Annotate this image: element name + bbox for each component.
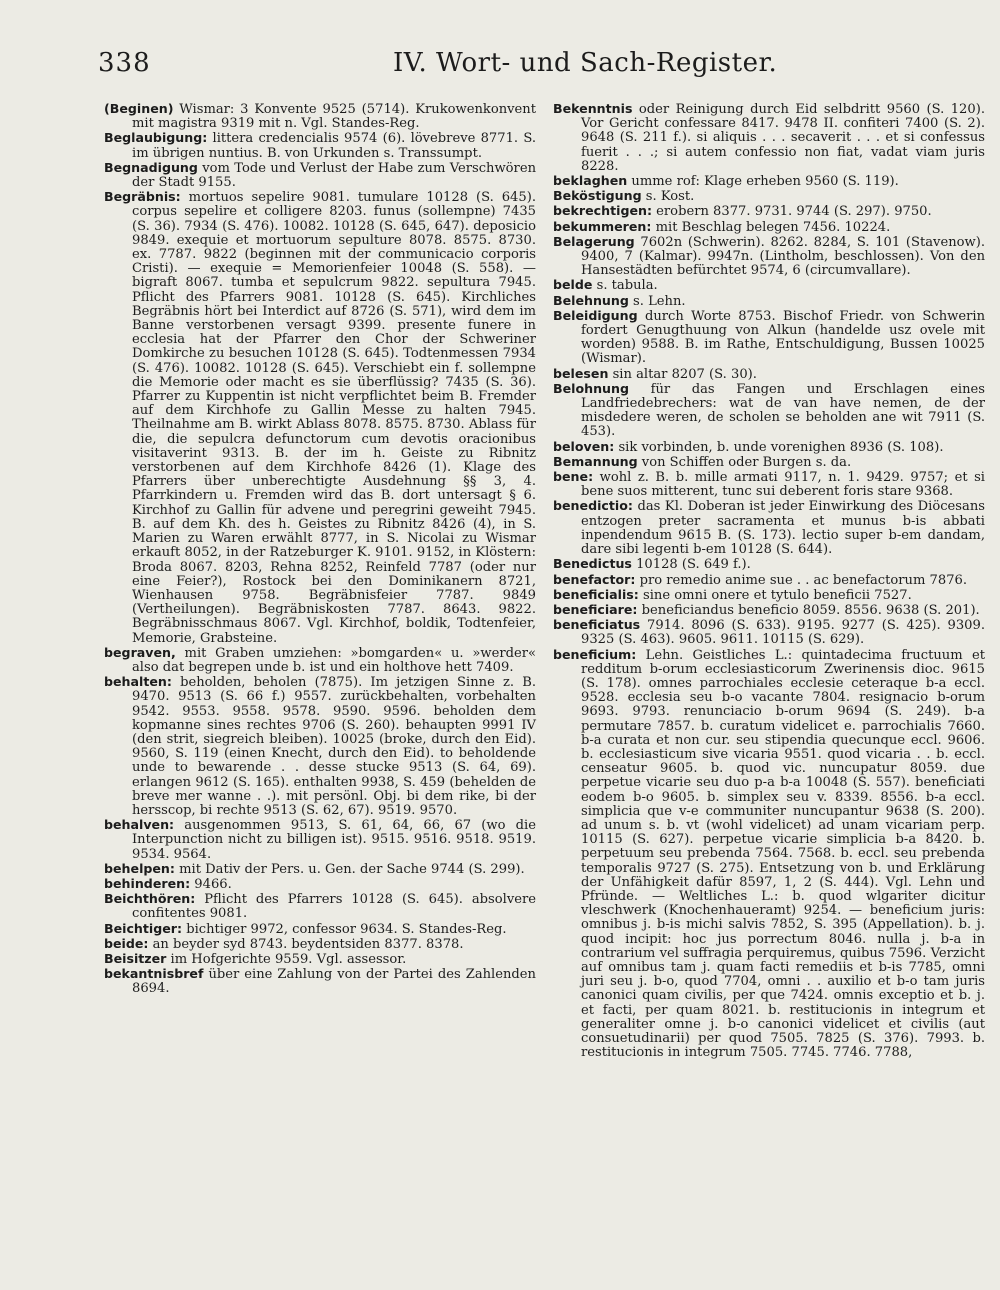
entry-headword: Beichtiger: [104, 920, 183, 936]
entry-headword: bekummeren: [553, 218, 652, 234]
entry-headword: (Beginen) [104, 101, 174, 116]
entry-headword: behalven: [104, 817, 175, 833]
page-number: 338 [98, 48, 151, 78]
entry-headword: behalten: [104, 674, 172, 690]
entry-headword: behinderen: [104, 875, 191, 891]
entry-text: erobern 8377. 9731. 9744 (S. 297). 9750. [652, 204, 932, 220]
entry-text: 7914. 8096 (S. 633). 9195. 9277 (S. 425). 9309. 9325 (S. 463). 9605. 9611. 10115 (S. 629). [581, 618, 985, 648]
entry-headword: benefactor: [553, 571, 636, 587]
entry-text: über eine Zahlung von der Partei des Zahlenden 8694. [132, 967, 536, 997]
entry-text: Pflicht des Pfarrers 10128 (S. 645). absolvere confitentes 9081. [132, 892, 536, 922]
index-entry [104, 675, 536, 818]
index-entry [104, 877, 536, 892]
entry-text: mit Graben umziehen: »bomgarden« u. »werder« also dat begrepen unde b. ist und ein holthove hett 7409. [132, 645, 536, 675]
entry-headword: bekrechtigen: [553, 203, 653, 219]
entry-headword: Beglaubigung: [104, 130, 208, 146]
index-entry [104, 862, 536, 877]
entry-headword: beneficialis: [553, 586, 639, 602]
index-entry [553, 648, 985, 1061]
index-entry [553, 440, 985, 455]
index-entry [553, 455, 985, 470]
index-entry [104, 937, 536, 952]
index-entry [553, 603, 985, 618]
entry-headword: Begräbnis: [104, 189, 181, 205]
entry-text: mit Beschlag belegen 7456. 10224. [651, 219, 891, 235]
entry-text: umme rof: Klage erheben 9560 (S. 119). [627, 174, 899, 190]
entry-text: wohl z. B. b. mille armati 9117, n. 1. 9429. 9757; et si bene suos mitterent, tunc sui deberent foris stare 9368. [581, 470, 985, 500]
entry-text: Lehn. Geistliches L.: quintadecima fructuum et redditum b-orum ecclesiasticorum Zwerinensis dioc. 9615 (S. 178). omnes parrochiales ecclesie ceteraque b-a eccl. 9528. ecclesia seu b-o vacante 7804. resignacio b-orum 9693. 9793. renunciacio b-orum 9694 (S. 249). b-a permutare 7857. b. curatum videlicet e. parrochialis 7660. b-a curata et non cur. seu stipendia quecunque eccl. 9606. b. ecclesiasticum sive vicaria 9551. quod vicaria . . b. eccl. censeatur 9605. b. quod vic. nuncupatur 8059. due perpetue vicarie seu duo p-a b-a 10048 (S. 557). beneficiati eodem b-o 9605. b. simplex seu v. 8339. 8556. b-a eccl. simplicia que v-e communiter nuncupantur 9638 (S. 200). ad unum s. b. vt (wohl videlicet) ad unam vicariam perp. 10115 (S. 627). perpetue vicarie simplicia b-a 8420. b. perpetuum seu prebenda 7564. 7568. b. eccl. seu prebenda temporalis 9727 (S. 275). Entsetzung von b. und Erklärung der Unfähigkeit dafür 8597, 1, 2 (S. 444). Vgl. Lehn und Pfründe. — Weltliches L.: b. quod wlgariter dicitur vleschwerk (Knochenhaueramt) 9254. — beneficium juris: omnibus j. b-is michi salvis 7852, S. 395 (Appellation). b. j. quod incipit: hoc jus porrectum 8046. nulla j. b-a in contrarium vel suffragia perquiremus, quibus 7596. Verzicht auf omnibus tam j. quam facti remediis et b-is 7785, omni juri seu j. b-o, quod 7704, omni . . auxilio et b-o tam juris canonici quam civilis, per que 7424. omnis exceptio et b. j. et facti, per quam 8021. b. restitucionis in integrum et generaliter omne j. b-o canonici videlicet et civilis (aut consuetudinarii) per quod 7505. 7825 (S. 376). 7993. b. restitucionis in integrum 7505. 7745. 7746. 7788, [581, 647, 985, 1061]
entry-headword: bene: [553, 469, 594, 485]
entry-text: sine omni onere et tytulo beneficii 7527. [638, 587, 912, 603]
entry-headword: Begnadigung [104, 159, 198, 175]
entry-text: für das Fangen und Erschlagen eines Landfriedebrechers: wat de van have nemen, de der misdedere weren, de scholen se beholden ane wit 7911 (S. 453). [581, 381, 985, 440]
index-entry [553, 382, 985, 440]
entry-headword: Beköstigung [553, 188, 642, 204]
index-entry [104, 967, 536, 996]
entry-headword: Beleidigung [553, 307, 638, 323]
entry-text: s. Lehn. [628, 293, 686, 309]
entry-headword: Beisitzer [104, 950, 167, 966]
entry-headword: beloven: [553, 438, 615, 454]
entry-headword: Bemannung [553, 453, 638, 469]
entry-text: ausgenommen 9513, S. 61, 64, 66, 67 (wo die Interpunction nicht zu billigen ist). 9515. 9516. 9518. 9519. 9534. 9564. [132, 818, 536, 862]
entry-headword: Belohnung [553, 380, 629, 396]
entry-text: beneficiandus beneficio 8059. 8556. 9638 (S. 201). [637, 602, 980, 618]
entry-text: s. Kost. [641, 189, 695, 205]
index-entry [104, 818, 536, 862]
entry-text: 9466. [190, 876, 232, 892]
entry-text: mortuos sepelire 9081. tumulare 10128 (S. 645). corpus sepelire et colligere 8203. funus (sollempne) 7435 (S. 36). 7934 (S. 476). 10082. 10128 (S. 645, 647). deposicio 9849. exequie et mortuorum sepulture 8078. 8575. 8730. ex. 7787. 9822 (beginnen mit der communicacio corporis Cristi). — exequie = Memorienfeier 10048 (S. 558). — bigraft 8067. tumba et sepulcrum 9822. sepultura 7945. Pflicht des Pfarrers 9081. 10128 (S. 645). Kirchliches Begräbnis hört bei Interdict auf 8726 (S. 571), wird dem im Banne verstorbenen versagt 9399. presente funere in ecclesia hat der Pfarrer den Chor der Schweriner Domkirche zu besuchen 10128 (S. 645). Todtenmessen 7934 (S. 476). 10082. 10128 (S. 645). Verschiebt ein f. sollempne die Memorie oder macht es sie überflüssig? 7435 (S. 36). Pfarrer zu Kuppentin ist nicht verpflichtet beim B. Fremder auf dem Kirchhofe zu Gallin Messe zu halten 7945. Theilnahme am B. wirkt Ablass 8078. 8575. 8730. Ablass für die, die sepulcra defunctorum cum devotis oracionibus visitaverint 9313. B. der im h. Geiste zu Ribnitz verstorbenen auf dem Kirchhofe 8426 (1). Klage des Pfarrers über unberechtigte Ausdehnung §§ 3, 4. Pfarrkindern u. Fremden wird das B. dort untersagt § 6. Kirchhof zu Gallin für advene und peregrini geweiht 7945. B. auf dem Kh. des h. Geistes zu Ribnitz 8426 (4), in S. Marien zu Waren erwählt 8777, in S. Nicolai zu Wismar erkauft 8052, in der Ratzeburger K. 9101. 9152, in Klöstern: Broda 8067. 8203, Rehna 8252, Reinfeld 7787 (oder nur eine Feier?), Rostock bei den Dominikanern 8721, Wienhausen 9758. Begräbnisfeier 7787. 9849 (Vertheilungen). Begräbniskosten 7787. 8643. 9822. Begräbnisschmaus 8067. Vgl. Kirchhof, boldik, Todtenfeier, Memorie, Grabsteine. [132, 190, 536, 646]
index-entry [104, 161, 536, 190]
index-entry [553, 235, 985, 279]
index-entry [553, 573, 985, 588]
index-entry [553, 102, 985, 174]
entry-text: Wismar: 3 Konvente 9525 (5714). Krukowenkonvent mit magistra 9319 mit n. Vgl. Standes-Reg. [132, 102, 536, 132]
entry-headword: belde [553, 277, 593, 293]
entry-headword: bekantnisbref [104, 966, 204, 982]
entry-text: 7602n (Schwerin). 8262. 8284, S. 101 (Stavenow). 9400, 7 (Kalmar). 9947n. (Lintholm, beschlossen). Von den Hansestädten befürchtet 9574, 6 (circumvallare). [581, 234, 985, 279]
index-entry [553, 557, 985, 572]
index-entry [553, 309, 985, 367]
entry-headword: Beichthören: [104, 891, 196, 907]
index-entry [553, 174, 985, 189]
index-entry [553, 588, 985, 603]
entry-headword: beneficium: [553, 646, 637, 662]
left-column [104, 102, 536, 997]
index-entry [553, 367, 985, 382]
index-entry [553, 189, 985, 204]
entry-headword: begraven, [104, 644, 176, 660]
index-entry [104, 892, 536, 921]
entry-headword: Belehnung [553, 292, 629, 308]
entry-text: an beyder syd 8743. beydentsiden 8377. 8378. [148, 936, 464, 952]
index-entry [553, 294, 985, 309]
entry-text: im Hofgerichte 9559. Vgl. assessor. [166, 951, 407, 967]
index-entry [104, 952, 536, 967]
entry-text: littera credencialis 9574 (6). lövebreve 8771. S. im übrigen nuntius. B. von Urkunden s. Transsumpt. [132, 131, 536, 161]
entry-headword: beneficiare: [553, 601, 638, 617]
entry-headword: Belagerung [553, 233, 635, 249]
entry-headword: belesen [553, 365, 609, 381]
entry-headword: Bekenntnis [553, 101, 633, 116]
index-entry [553, 499, 985, 557]
index-entry [104, 102, 536, 131]
index-entry [104, 646, 536, 675]
entry-headword: Benedictus [553, 556, 632, 572]
right-column [553, 102, 985, 1060]
index-entry [104, 131, 536, 160]
index-entry [553, 618, 985, 647]
entry-text: von Schiffen oder Burgen s. da. [637, 454, 852, 470]
entry-text: sik vorbinden, b. unde vorenighen 8936 (S. 108). [614, 439, 944, 455]
entry-text: durch Worte 8753. Bischof Friedr. von Schwerin fordert Genugthuung von Alkun (handelde usz ovele mit worden) 9588. B. im Rathe, Entschuldigung, Bussen 10025 (Wismar). [581, 308, 985, 367]
index-entry [553, 204, 985, 219]
entry-headword: behelpen: [104, 860, 175, 876]
entry-text: 10128 (S. 649 f.). [631, 557, 751, 573]
entry-text: s. tabula. [592, 278, 658, 294]
index-entry [553, 278, 985, 293]
index-entry [553, 220, 985, 235]
entry-text: mit Dativ der Pers. u. Gen. der Sache 9744 (S. 299). [174, 861, 525, 877]
index-entry [553, 470, 985, 499]
entry-text: beholden, beholen (7875). Im jetzigen Sinne z. B. 9470. 9513 (S. 66 f.) 9557. zurückbehalten, vorbehalten 9542. 9553. 9558. 9578. 9590. 9596. beholden dem kopmanne sines rechtes 9706 (S. 260). behaupten 9991 IV (den strit, siegreich bleiben). 10025 (broke, durch den Eid). 9560, S. 119 (einen Knecht, durch den Eid). to beholdende unde to bewarende . . desse stucke 9513 (S. 64, 69). erlangen 9612 (S. 165). enthalten 9938, S. 459 (behelden de breve mer wanne . .). mit persönl. Obj. bi dem rike, bi der hersscop, bi rechte 9513 (S. 62, 67). 9519. 9570. [132, 675, 536, 818]
entry-text: bichtiger 9972, confessor 9634. S. Standes-Reg. [182, 921, 507, 937]
entry-headword: beneficiatus [553, 617, 641, 633]
entry-text: sin altar 8207 (S. 30). [608, 366, 757, 382]
entry-text: das Kl. Doberan ist jeder Einwirkung des Diöcesans entzogen preter sacramenta et munus b-is abbati inpendendum 9615 B. (S. 173). lectio super b-em dandam, dare sibi legenti b-em 10128 (S. 644). [581, 499, 985, 558]
index-entry [104, 922, 536, 937]
running-head: IV. Wort- und Sach-Register. [393, 48, 778, 78]
entry-text: pro remedio anime sue . . ac benefactorum 7876. [635, 572, 968, 588]
entry-text: oder Reinigung durch Eid selbdritt 9560 (S. 120). Vor Gericht confessare 8417. 9478 II. confiteri 7400 (S. 2). 9648 (S. 211 f.). si aliquis . . . secaverit . . . et si confessus fuerit . . .; si autem confessio non fiat, vadat viam juris 8228. [581, 102, 985, 174]
entry-headword: beklaghen [553, 173, 628, 189]
index-entry [104, 190, 536, 646]
entry-headword: beide: [104, 935, 149, 951]
entry-text: vom Tode und Verlust der Habe zum Verschwören der Stadt 9155. [132, 160, 536, 191]
entry-headword: benedictio: [553, 498, 633, 514]
